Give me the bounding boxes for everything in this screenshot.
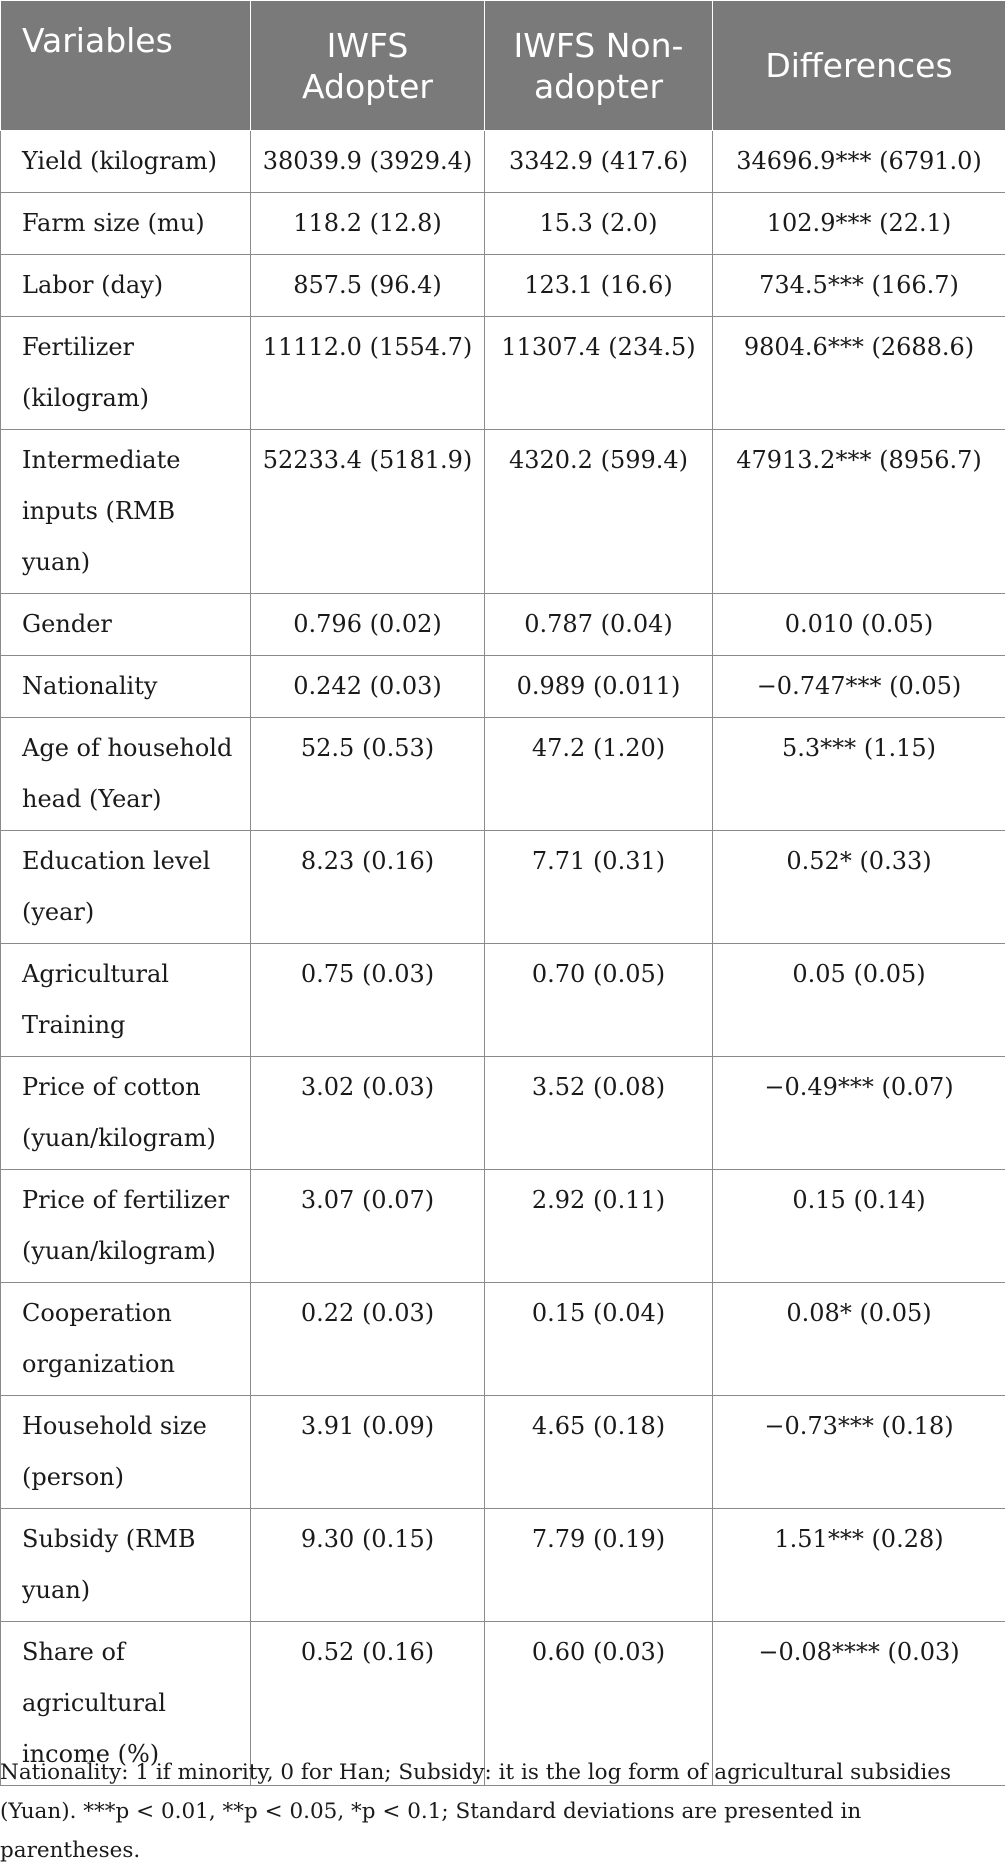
non-adopter-cell: 47.2 (1.20) xyxy=(485,718,713,831)
non-adopter-cell: 4320.2 (599.4) xyxy=(485,430,713,594)
non-adopter-cell: 7.79 (0.19) xyxy=(485,1509,713,1622)
table-row xyxy=(1,317,1005,430)
adopter-cell: 52233.4 (5181.9) xyxy=(251,430,485,594)
table-row xyxy=(1,1396,1005,1509)
difference-cell: 102.9*** (22.1) xyxy=(713,193,1005,255)
variable-cell: Agricultural Training xyxy=(1,944,251,1057)
variable-cell: Labor (day) xyxy=(1,255,251,317)
variable-cell: Price of cotton (yuan/kilogram) xyxy=(1,1057,251,1170)
difference-cell: 9804.6*** (2688.6) xyxy=(713,317,1005,430)
adopter-cell: 3.02 (0.03) xyxy=(251,1057,485,1170)
header-row xyxy=(1,1,1005,131)
table-row xyxy=(1,131,1005,193)
variable-cell: Age of household head (Year) xyxy=(1,718,251,831)
difference-cell: 0.15 (0.14) xyxy=(713,1170,1005,1283)
table-row xyxy=(1,255,1005,317)
non-adopter-cell: 3342.9 (417.6) xyxy=(485,131,713,193)
table-body xyxy=(1,131,1005,1786)
difference-cell: 5.3*** (1.15) xyxy=(713,718,1005,831)
adopter-cell: 118.2 (12.8) xyxy=(251,193,485,255)
table-header xyxy=(1,1,1005,131)
variable-cell: Share of agricultural income (%) xyxy=(1,1622,251,1786)
table-footnote: Nationality: 1 if minority, 0 for Han; Subsidy: it is the log form of agricultural subsidies (Yuan). ***p < 0.01, **p < 0.05, *p < 0.1; Standard deviations are presented in parentheses. xyxy=(0,1753,1005,1870)
difference-cell: 0.010 (0.05) xyxy=(713,594,1005,656)
variable-cell: Farm size (mu) xyxy=(1,193,251,255)
table-row xyxy=(1,193,1005,255)
adopter-cell: 52.5 (0.53) xyxy=(251,718,485,831)
non-adopter-cell: 4.65 (0.18) xyxy=(485,1396,713,1509)
adopter-cell: 3.91 (0.09) xyxy=(251,1396,485,1509)
adopter-cell: 0.242 (0.03) xyxy=(251,656,485,718)
difference-cell: −0.73*** (0.18) xyxy=(713,1396,1005,1509)
difference-cell: 734.5*** (166.7) xyxy=(713,255,1005,317)
non-adopter-cell: 0.787 (0.04) xyxy=(485,594,713,656)
difference-cell: 1.51*** (0.28) xyxy=(713,1509,1005,1622)
difference-cell: −0.747*** (0.05) xyxy=(713,656,1005,718)
adopter-cell: 9.30 (0.15) xyxy=(251,1509,485,1622)
variable-cell: Household size (person) xyxy=(1,1396,251,1509)
non-adopter-cell: 3.52 (0.08) xyxy=(485,1057,713,1170)
adopter-cell: 11112.0 (1554.7) xyxy=(251,317,485,430)
table-row xyxy=(1,944,1005,1057)
difference-cell: 0.08* (0.05) xyxy=(713,1283,1005,1396)
difference-cell: −0.49*** (0.07) xyxy=(713,1057,1005,1170)
variable-cell: Fertilizer (kilogram) xyxy=(1,317,251,430)
variable-cell: Intermediate inputs (RMB yuan) xyxy=(1,430,251,594)
adopter-cell: 0.22 (0.03) xyxy=(251,1283,485,1396)
variable-cell: Gender xyxy=(1,594,251,656)
variable-cell: Cooperation organization xyxy=(1,1283,251,1396)
table-row xyxy=(1,1509,1005,1622)
non-adopter-cell: 0.70 (0.05) xyxy=(485,944,713,1057)
header-iwfs-non-adopter: IWFS Non-adopter xyxy=(485,1,713,131)
adopter-cell: 38039.9 (3929.4) xyxy=(251,131,485,193)
difference-cell: 34696.9*** (6791.0) xyxy=(713,131,1005,193)
header-differences: Differences xyxy=(713,1,1005,131)
adopter-cell: 8.23 (0.16) xyxy=(251,831,485,944)
non-adopter-cell: 2.92 (0.11) xyxy=(485,1170,713,1283)
difference-cell: 47913.2*** (8956.7) xyxy=(713,430,1005,594)
difference-cell: 0.05 (0.05) xyxy=(713,944,1005,1057)
non-adopter-cell: 0.60 (0.03) xyxy=(485,1622,713,1786)
header-iwfs-adopter: IWFS Adopter xyxy=(251,1,485,131)
adopter-cell: 3.07 (0.07) xyxy=(251,1170,485,1283)
non-adopter-cell: 123.1 (16.6) xyxy=(485,255,713,317)
non-adopter-cell: 7.71 (0.31) xyxy=(485,831,713,944)
table-row xyxy=(1,594,1005,656)
variable-cell: Education level (year) xyxy=(1,831,251,944)
difference-cell: 0.52* (0.33) xyxy=(713,831,1005,944)
table-row xyxy=(1,718,1005,831)
table-row xyxy=(1,1057,1005,1170)
variable-cell: Yield (kilogram) xyxy=(1,131,251,193)
adopter-cell: 0.52 (0.16) xyxy=(251,1622,485,1786)
table-row xyxy=(1,430,1005,594)
table-row xyxy=(1,831,1005,944)
table-row xyxy=(1,1283,1005,1396)
non-adopter-cell: 11307.4 (234.5) xyxy=(485,317,713,430)
difference-cell: −0.08**** (0.03) xyxy=(713,1622,1005,1786)
non-adopter-cell: 0.989 (0.011) xyxy=(485,656,713,718)
variable-cell: Nationality xyxy=(1,656,251,718)
variable-cell: Price of fertilizer (yuan/kilogram) xyxy=(1,1170,251,1283)
table-row xyxy=(1,656,1005,718)
adopter-cell: 0.75 (0.03) xyxy=(251,944,485,1057)
non-adopter-cell: 15.3 (2.0) xyxy=(485,193,713,255)
non-adopter-cell: 0.15 (0.04) xyxy=(485,1283,713,1396)
table-row xyxy=(1,1170,1005,1283)
variable-cell: Subsidy (RMB yuan) xyxy=(1,1509,251,1622)
adopter-cell: 857.5 (96.4) xyxy=(251,255,485,317)
adopter-cell: 0.796 (0.02) xyxy=(251,594,485,656)
header-variables: Variables xyxy=(1,1,251,131)
